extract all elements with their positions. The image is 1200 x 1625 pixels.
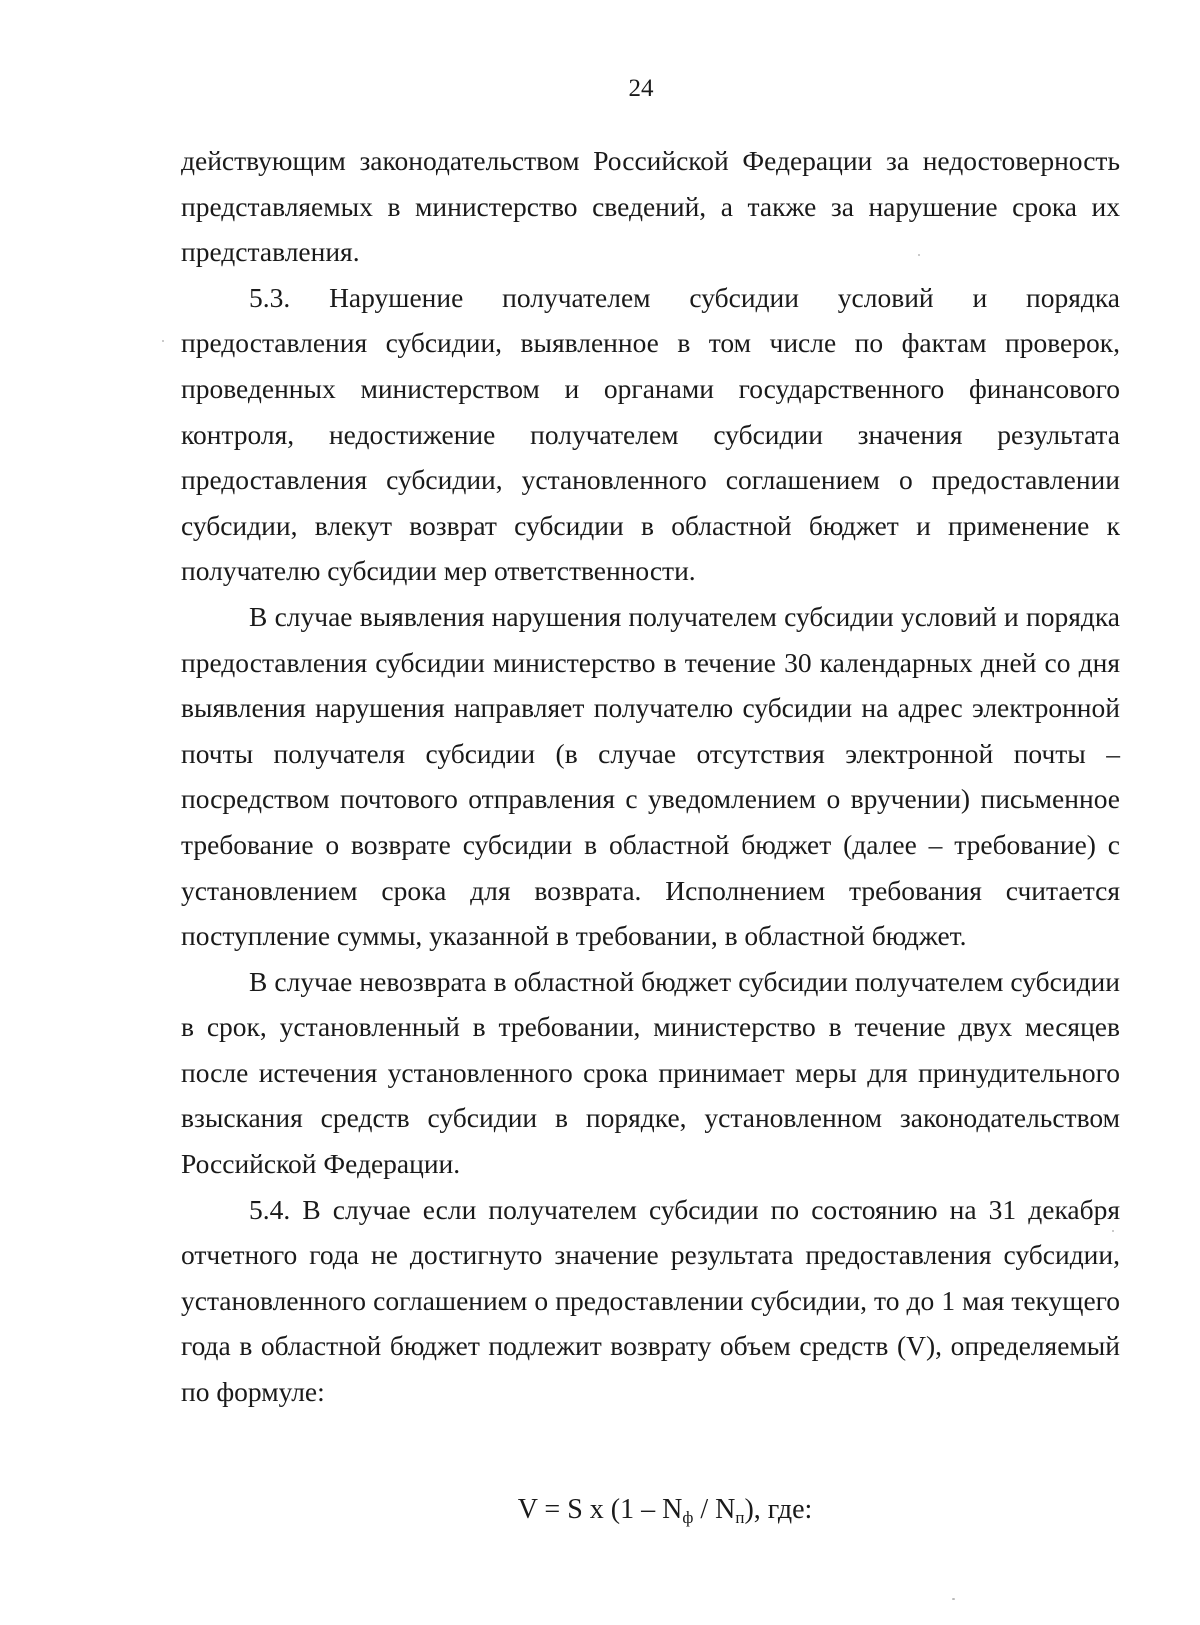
formula-mid: / N: [693, 1494, 736, 1525]
formula-subscript-f: ф: [682, 1508, 694, 1527]
paragraph-violation-procedure: В случае выявления нарушения получателем субсидии условий и порядка предоставления субсидии министерство в течение 30 календарных дней со дня выявления нарушения направляет получателю субсидии на адрес электронной почты получателя субсидии (в случае отсутствия электронной почты – посредством почтового отправления с уведомлением о вручении) письменное требование о возврате субсидии в областной бюджет (далее – требование) с установлением срока для возврата. Исполнением требования считается поступление суммы, указанной в требовании, в областной бюджет.: [181, 600, 1120, 952]
formula-subscript-p: п: [735, 1508, 745, 1527]
paragraph-section-5-4: 5.4. В случае если получателем субсидии по состоянию на 31 декабря отчетного года не достигнуто значение результата предоставления субсидии, установленного соглашением о предоставлении субсидии, то до 1 мая текущего года в областной бюджет подлежит возврату объем средств (V), определяемый по формуле:: [181, 1193, 1120, 1408]
scan-speck: [1112, 1230, 1114, 1232]
paragraph-continuation: действующим законодательством Российской Федерации за недостоверность представляемых в министерство сведений, а также за нарушение срока их представления.: [181, 145, 1120, 268]
paragraph-section-5-3: 5.3. Нарушение получателем субсидии условий и порядка предоставления субсидии, выявленное в том числе по фактам проверок, проведенных министерством и органами государственного финансового контроля, недостижение получателем субсидии значения результата предоставления субсидии, установленного соглашением о предоставлении субсидии, влекут возврат субсидии в областной бюджет и применение к получателю субсидии мер ответственности.: [181, 281, 1120, 587]
scan-speck: [918, 254, 920, 256]
scan-speck: [952, 1598, 955, 1600]
page-number: 24: [628, 75, 654, 102]
formula-rhs: ), где:: [744, 1494, 813, 1525]
paragraph-non-return: В случае невозврата в областной бюджет субсидии получателем субсидии в срок, установленный в требовании, министерство в течение двух месяцев после истечения установленного срока принимает меры для принудительного взыскания средств субсидии в порядке, установленном законодательством Российской Федерации.: [181, 965, 1120, 1180]
formula-lhs: V = S x (1 – N: [517, 1494, 683, 1525]
formula: [0, 1492, 1200, 1528]
scan-speck: [162, 340, 164, 342]
body-text: [181, 138, 1120, 1415]
